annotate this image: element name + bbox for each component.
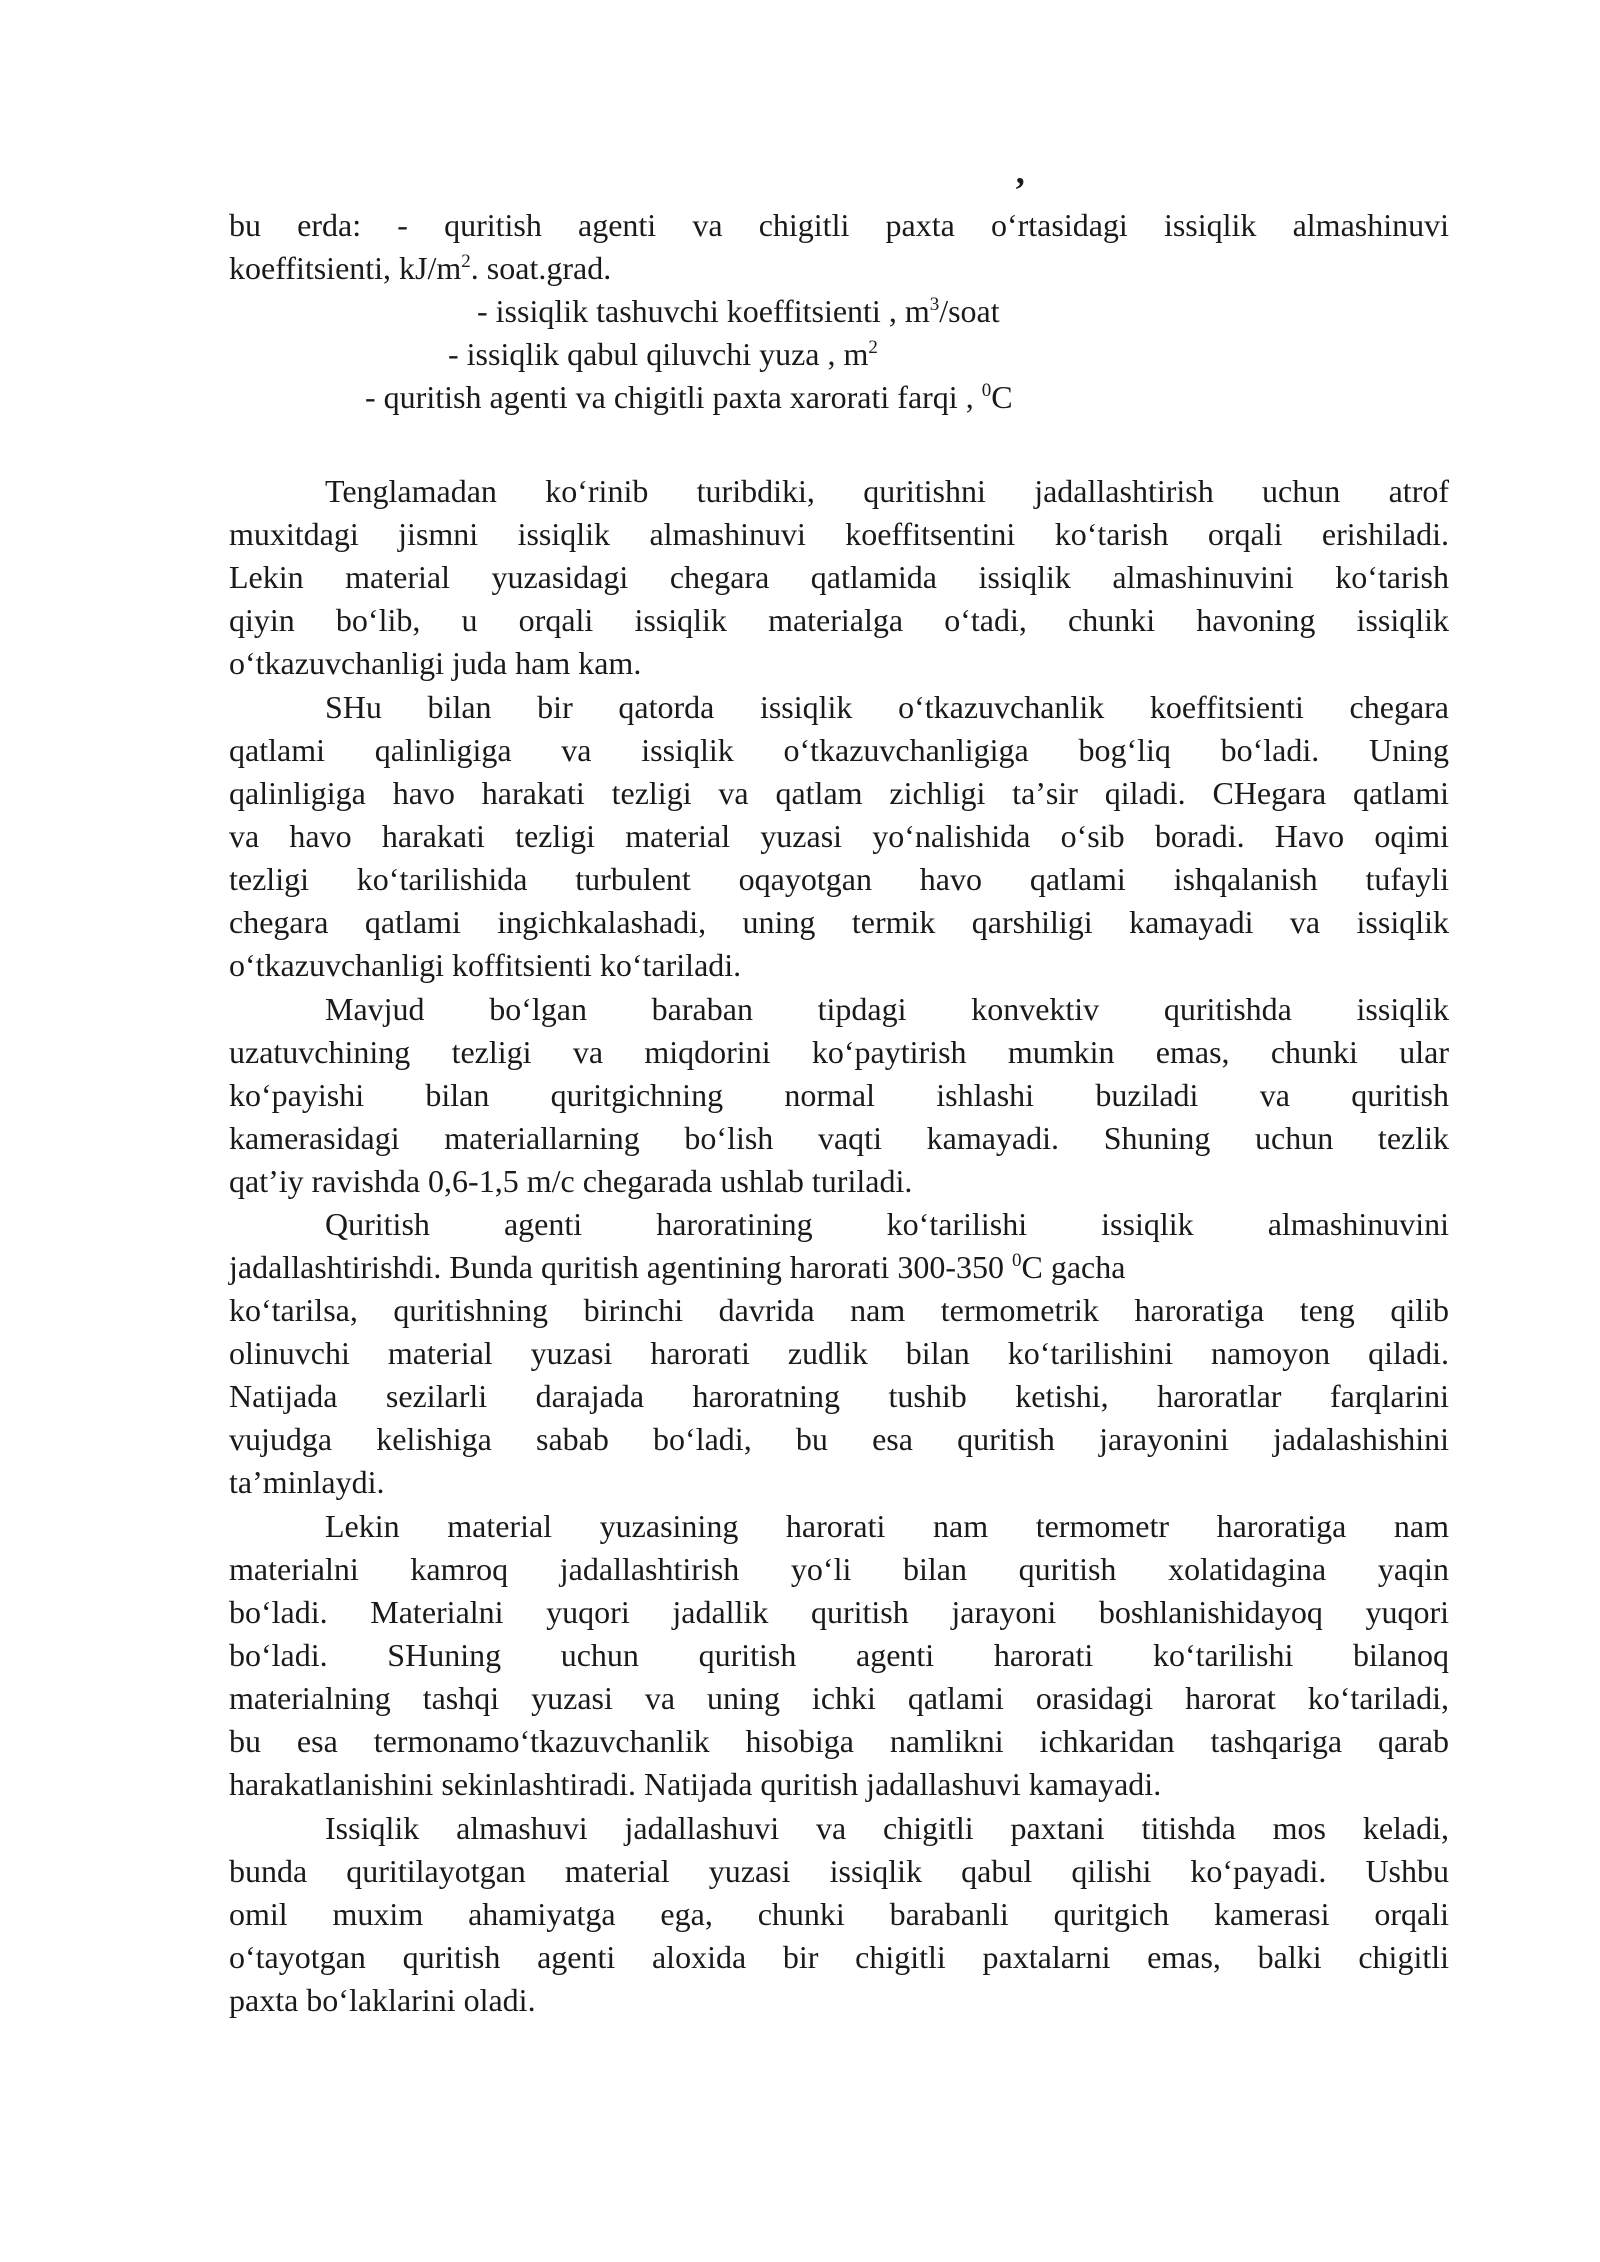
p6-line: oʻtayotgan quritish agenti aloxida bir chigitli paxtalarni emas, balki chigitli	[229, 1939, 1449, 1975]
p4-line: koʻtarilsa, quritishning birinchi davrida nam termometrik haroratiga teng qilib	[229, 1292, 1449, 1328]
p1-line: Tenglamadan koʻrinib turibdiki, quritishni jadallashtirish uchun atrof	[325, 473, 1449, 509]
legend-line-2: - issiqlik tashuvchi koeffitsienti , $m^3$/soat	[477, 293, 1000, 329]
p4-line: Natijada sezilarli darajada haroratning tushib ketishi, haroratlar farqlarini	[229, 1378, 1449, 1414]
legend-line-3: - issiqlik qabul qiluvchi yuza , $m^2$	[448, 336, 878, 372]
p6-line: Issiqlik almashuvi jadallashuvi va chigitli paxtani titishda mos keladi,	[325, 1810, 1449, 1846]
p4-line: vujudga kelishiga sabab boʻladi, bu esa quritish jarayonini jadalashishini	[229, 1421, 1449, 1457]
p3-line: uzatuvchining tezligi va miqdorini koʻpaytirish mumkin emas, chunki ular	[229, 1034, 1449, 1070]
p1-line: oʻtkazuvchanligi juda ham kam.	[229, 645, 642, 681]
p3-line: Mavjud boʻlgan baraban tipdagi konvektiv quritishda issiqlik	[325, 991, 1449, 1027]
p1-line: qiyin boʻlib, u orqali issiqlik materialga oʻtadi, chunki havoning issiqlik	[229, 602, 1449, 638]
p1-line: Lekin material yuzasidagi chegara qatlamida issiqlik almashinuvini koʻtarish	[229, 559, 1449, 595]
p2-line: qatlami qalinligiga va issiqlik oʻtkazuvchanligiga bogʻliq boʻladi. Uning	[229, 732, 1449, 768]
p6-line: bunda quritilayotgan material yuzasi issiqlik qabul qilishi koʻpayadi. Ushbu	[229, 1853, 1449, 1889]
legend-line-4: - quritish agenti va chigitli paxta xarorati farqi , $^0$C	[365, 379, 1013, 415]
p6-line: omil muxim ahamiyatga ega, chunki barabanli quritgich kamerasi orqali	[229, 1896, 1449, 1932]
stray-mark: ʼ	[1014, 170, 1026, 210]
p3-line: qatʼiy ravishda 0,6-1,5 m/c chegarada ushlab turiladi.	[229, 1163, 913, 1199]
p5-line: boʻladi. SHuning uchun quritish agenti harorati koʻtarilishi bilanoq	[229, 1637, 1449, 1673]
p2-line: SHu bilan bir qatorda issiqlik oʻtkazuvchanlik koeffitsienti chegara	[325, 689, 1449, 725]
p4-line: olinuvchi material yuzasi harorati zudlik bilan koʻtarilishini namoyon qiladi.	[229, 1335, 1449, 1371]
p5-line: harakatlanishini sekinlashtiradi. Natijada quritish jadallashuvi kamayadi.	[229, 1766, 1162, 1802]
p6-line: paxta boʻlaklarini oladi.	[229, 1982, 536, 2018]
p3-line: kamerasidagi materiallarning boʻlish vaqti kamayadi. Shuning uchun tezlik	[229, 1120, 1449, 1156]
p2-line: oʻtkazuvchanligi koffitsienti koʻtariladi.	[229, 947, 742, 983]
legend-line-1: bu erda: - quritish agenti va chigitli paxta oʻrtasidagi issiqlik almashinuvi	[229, 207, 1449, 243]
p2-line: tezligi koʻtarilishida turbulent oqayotgan havo qatlami ishqalanish tufayli	[229, 861, 1449, 897]
p4-line: taʼminlaydi.	[229, 1464, 385, 1500]
p5-line: boʻladi. Materialni yuqori jadallik quritish jarayoni boshlanishidayoq yuqori	[229, 1594, 1449, 1630]
p2-line: va havo harakati tezligi material yuzasi yoʻnalishida oʻsib boradi. Havo oqimi	[229, 818, 1449, 854]
p5-line: Lekin material yuzasining harorati nam termometr haroratiga nam	[325, 1508, 1449, 1544]
p1-line: muxitdagi jismni issiqlik almashinuvi koeffitsentini koʻtarish orqali erishiladi.	[229, 516, 1449, 552]
p2-line: chegara qatlami ingichkalashadi, uning termik qarshiligi kamayadi va issiqlik	[229, 904, 1449, 940]
p5-line: materialni kamroq jadallashtirish yoʻli bilan quritish xolatidagina yaqin	[229, 1551, 1449, 1587]
legend-line-1-cont: koeffitsienti, $kJ/m^2$. soat.grad.	[229, 250, 612, 286]
p3-line: koʻpayishi bilan quritgichning normal ishlashi buziladi va quritish	[229, 1077, 1449, 1113]
p2-line: qalinligiga havo harakati tezligi va qatlam zichligi taʼsir qiladi. CHegara qatlami	[229, 775, 1449, 811]
p5-line: materialning tashqi yuzasi va uning ichki qatlami orasidagi harorat koʻtariladi,	[229, 1680, 1449, 1716]
p4-line: jadallashtirishdi. Bunda quritish agentining harorati 300-350 $^0$C gacha	[229, 1249, 1126, 1285]
p5-line: bu esa termonamoʻtkazuvchanlik hisobiga namlikni ichkaridan tashqariga qarab	[229, 1723, 1449, 1759]
p4-line: Quritish agenti haroratining koʻtarilishi issiqlik almashinuvini	[325, 1206, 1449, 1242]
